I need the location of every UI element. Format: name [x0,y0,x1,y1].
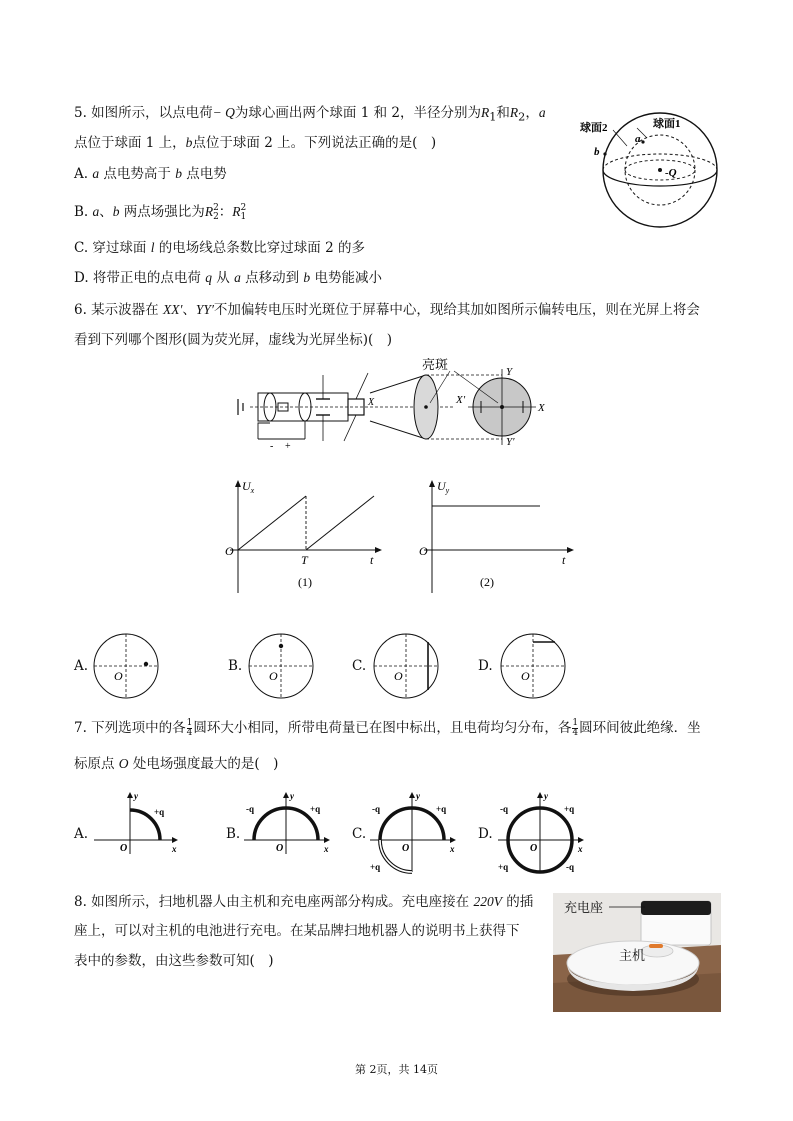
axis-x-label: x [578,844,583,854]
q7-option-a-label[interactable]: A. [74,826,89,842]
screen-origin: O [394,669,403,683]
charge-tr: +q [564,804,575,814]
supply-minus: - [270,441,274,452]
y-arrow [283,792,289,798]
charge-tr: +q [310,804,321,814]
charge-tr: +q [436,804,447,814]
y-arrow [409,792,415,798]
graph-uy-origin: O [419,544,428,558]
axis-y-label: y [290,791,294,801]
graph-ux-ylabel: $U_x$ [242,479,255,495]
q7-option-d-label[interactable]: D. [478,826,493,842]
xx-lead-bottom [344,415,356,441]
q7-option-b-label[interactable]: B. [226,826,241,842]
q6-option-d-screen[interactable] [497,630,569,702]
graph-ux-origin: O [225,544,234,558]
q5-option-d: D. 将带正电的点电荷 q 从 a 点移动到 b 电势能减小 [74,270,382,286]
sphere-2-equator-front [603,170,717,186]
screen-yp-label: Y′ [506,436,515,448]
charge-dot [658,168,662,172]
ring-quadrant-2 [254,808,286,840]
graph-ux-y-arrow [235,480,241,487]
graph-uy-caption: (2) [480,575,494,589]
charge-br: -q [566,862,575,872]
charge-tl: -q [246,804,255,814]
screen-center-dot [424,405,428,409]
oscilloscope-figure [230,355,550,450]
graph-ux-T: T [301,553,308,567]
screen-y-label: Y [506,366,513,378]
point-b-dot [603,152,606,155]
spot-dot [279,644,283,648]
q6-option-d-label[interactable]: D. [478,658,493,674]
graph-uy-y-arrow [429,480,435,487]
q8-line1: 8. 如图所示，扫地机器人由主机和充电座两部分构成。充电座接在 220V 的插 [74,894,534,910]
charge-bl: +q [370,862,381,872]
charge-label: -Q [665,167,677,179]
gun-wiring [258,423,270,439]
graph-uy-x-arrow [567,547,574,553]
point-b-label: b [594,146,600,158]
ring-quadrant-2 [508,808,540,840]
axis-origin: O [120,843,128,854]
x-arrow [450,837,456,843]
screen-origin: O [114,669,123,683]
x-arrow [578,837,584,843]
graph-ux-sawtooth-2 [306,496,374,550]
axis-origin: O [530,843,538,854]
robot-button [649,944,663,948]
sphere-1-label: 球面1 [653,118,681,130]
label-leader-2 [613,130,627,146]
screen-xp-label: X′ [456,394,466,406]
axis-origin: O [402,843,410,854]
q6-option-a-screen[interactable] [90,630,162,702]
screen-x-label: X [538,402,545,414]
robot-vacuum-photo [553,893,721,1012]
charge-tr: +q [154,807,165,817]
axis-x-label: x [450,844,455,854]
q6-line2: 看到下列哪个图形(圆为荧光屏，虚线为光屏坐标)( ) [74,332,393,348]
screen-origin: O [521,669,530,683]
axis-y-label: y [416,791,420,801]
q7-option-a-figure[interactable] [88,788,188,858]
point-a-dot [641,140,644,143]
q6-option-c-label[interactable]: C. [352,658,367,674]
graph-uy-ylabel: $U_y$ [437,479,450,495]
x-arrow [324,837,330,843]
page-footer: 第 2页，共 14页 [355,1063,438,1076]
ring-quadrant-2 [380,808,412,840]
axis-x-label: x [324,844,329,854]
charge-tl: -q [500,804,509,814]
q6-line1: 6. 某示波器在 XX′、YY′不加偏转电压时光斑位于屏幕中心，现给其加如图所示偏转电压，则在光屏上将会 [74,302,700,318]
q5-option-c: C. 穿过球面 l 的电场线总条数比穿过球面 2 的多 [74,240,365,256]
charge-bl: +q [498,862,509,872]
q6-option-b-screen[interactable] [245,630,317,702]
axis-origin: O [276,843,284,854]
supply-plus: + [285,441,291,452]
graph-ux-x-arrow [375,547,382,553]
point-a-label: a [635,133,641,145]
axis-x-label: x [172,844,177,854]
axis-y-label: y [544,791,548,801]
q5-line1: 5. 如图所示，以点电荷− Q为球心画出两个球面 1 和 2，半径分别为$R_1$和$R_2$，a [74,105,546,124]
q6-option-c-screen[interactable] [370,630,442,702]
xx-plate-label: X [368,397,375,408]
q6-option-a-label[interactable]: A. [74,658,89,674]
axis-y-label: y [134,791,138,801]
y-arrow [537,792,543,798]
q7-option-c-label[interactable]: C. [352,826,367,842]
graph-ux-t: t [370,553,374,567]
screen-origin: O [269,669,278,683]
main-unit-label: 主机 [619,948,646,963]
q6-option-b-label[interactable]: B. [228,658,243,674]
dock-label: 充电座 [564,900,604,915]
bright-spot [500,405,504,409]
q7-line2: 标原点 O 处电场强度最大的是( ) [74,756,279,772]
x-arrow [172,837,178,843]
graph-ux-caption: (1) [298,575,312,589]
graph-ux-sawtooth [238,496,306,550]
q8-line2: 座上，可以对主机的电池进行充电。在某品牌扫地机器人的说明书上获得下 [74,923,520,939]
y-arrow [127,792,133,798]
graph-uy [412,478,582,598]
q5-sphere-figure [575,108,725,233]
graph-uy-t: t [562,553,566,567]
q7-option-b-figure[interactable] [240,788,340,858]
q5-option-a: A. a 点电势高于 b 点电势 [74,166,227,182]
xx-lead-top [356,373,368,399]
graph-ux [220,478,390,598]
spot-dot [144,662,148,666]
sphere-2-label: 球面2 [580,122,608,134]
q5-line2: 点位于球面 1 上，b点位于球面 2 上。下列说法正确的是( ) [74,135,437,151]
q7-line1: 7. 下列选项中的各 $\frac{1}{4}$ 圆环大小相同，所带电荷量已在图中标出，且电荷均匀分布，各 $\frac{1}{4}$ 圆环间彼此绝缘．坐 [74,718,701,738]
q8-line3: 表中的参数，由这些参数可知( ) [74,953,274,969]
q7-option-d-figure[interactable] [494,788,594,874]
sphere-2-equator-back [603,154,717,170]
q7-option-c-figure[interactable] [366,788,466,874]
bright-spot-label: 亮斑 [422,357,449,372]
dock-top-band [641,901,711,915]
charge-tl: -q [372,804,381,814]
q5-option-b: B. a、b 两点场强比为R 2 2 ：R 2 1 [74,202,247,222]
